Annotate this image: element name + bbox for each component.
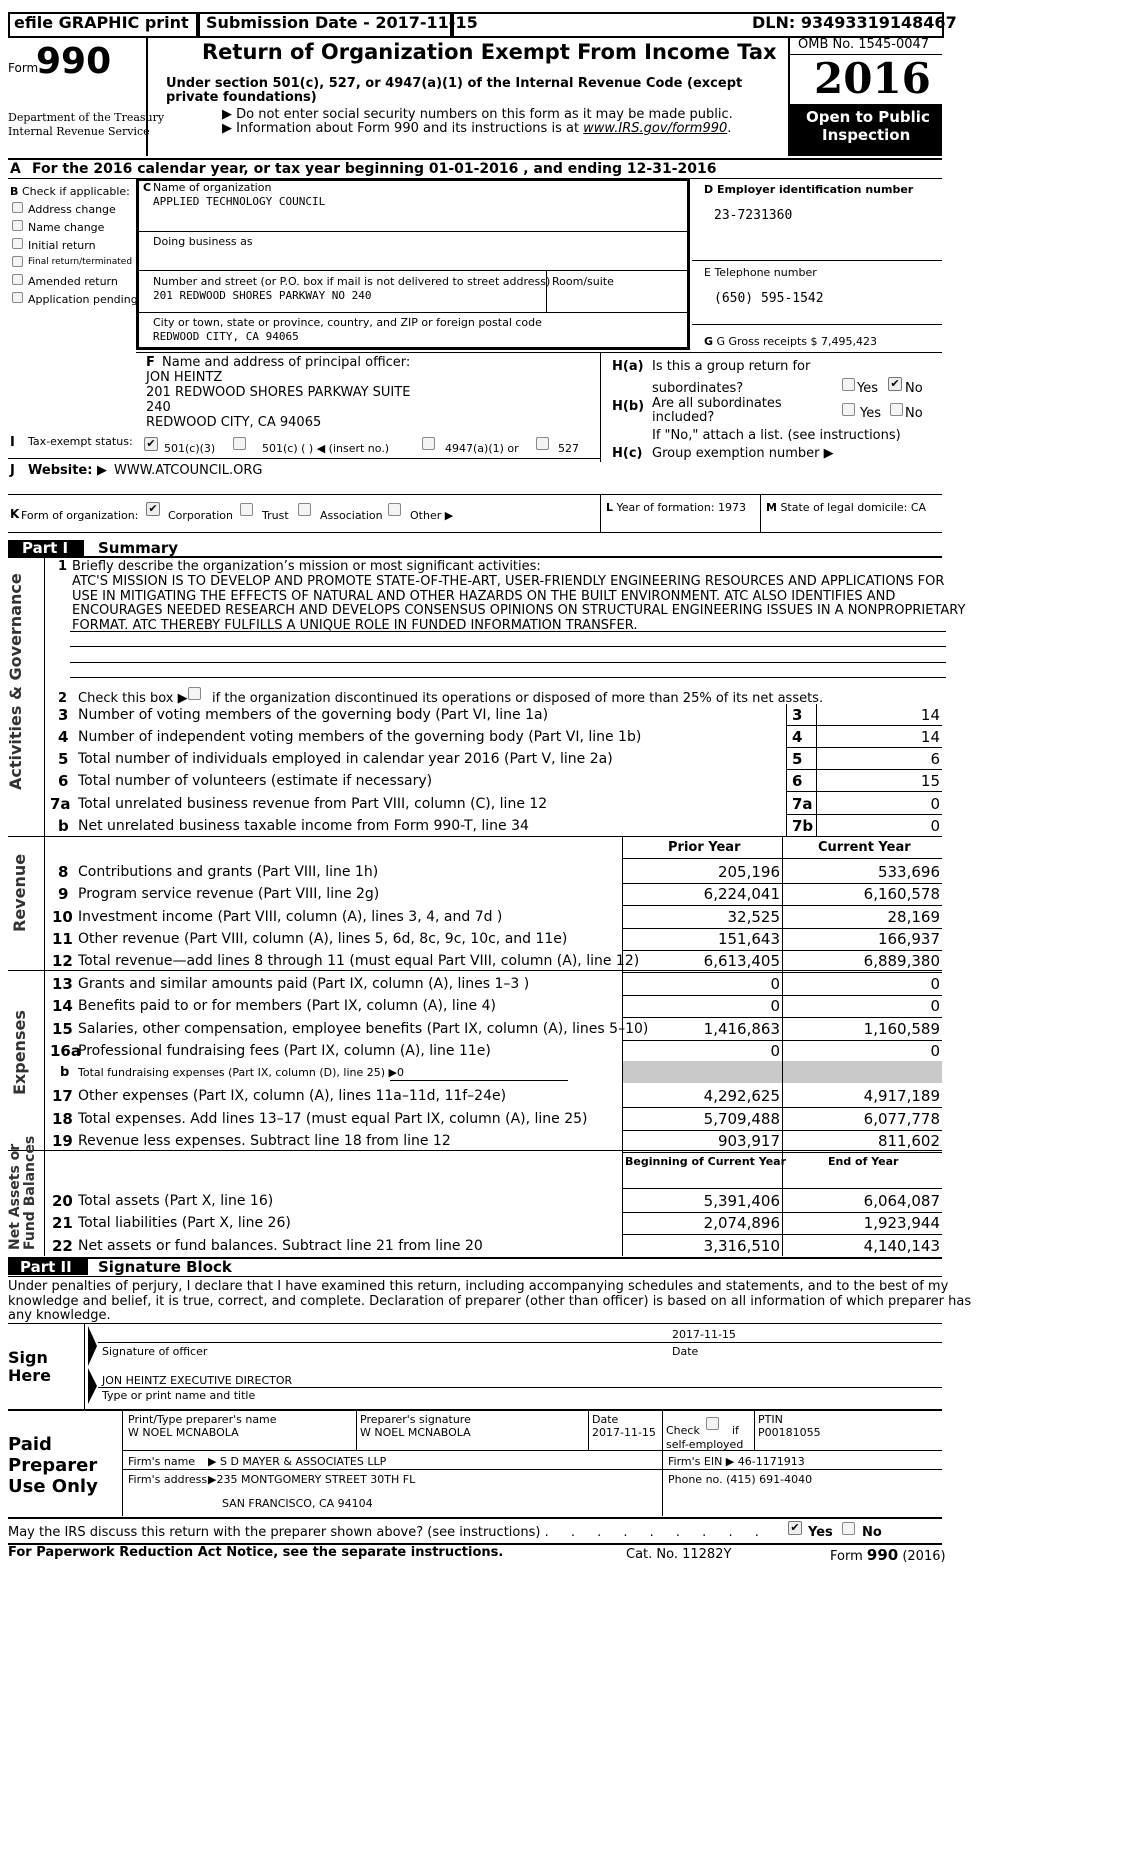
section-j-label: J bbox=[10, 463, 15, 478]
col-current-year: Current Year bbox=[818, 840, 911, 855]
org-name: APPLIED TECHNOLOGY COUNCIL bbox=[153, 195, 326, 208]
principal-officer-line: REDWOOD CITY, CA 94065 bbox=[146, 415, 322, 430]
tax-exempt-title: Tax-exempt status: bbox=[28, 435, 133, 448]
check-item-label: Address change bbox=[28, 203, 116, 216]
side-expenses: Expenses bbox=[10, 1010, 29, 1095]
form-word: Form bbox=[8, 61, 39, 75]
signature-date: 2017-11-15 bbox=[672, 1328, 736, 1341]
fin-line-text: Benefits paid to or for members (Part IX, column (A), line 4) bbox=[78, 998, 496, 1014]
preparer-signature-label: Preparer's signature bbox=[360, 1413, 471, 1426]
mission-line: FORMAT. ATC THEREBY FULFILLS A UNIQUE ROLE IN FUNDED INFORMATION TRANSFER. bbox=[72, 617, 638, 633]
ha-label: H(a) bbox=[612, 359, 644, 374]
501c3-label: 501(c)(3) bbox=[164, 442, 216, 455]
discuss-no-label: No bbox=[862, 1525, 882, 1540]
gov-line-number: 4 bbox=[58, 728, 69, 746]
check-name-change-checkbox[interactable] bbox=[12, 220, 23, 231]
info-note: ▶ Information about Form 990 and its instructions is at www.IRS.gov/form990. bbox=[222, 121, 732, 136]
fin-line-number: 12 bbox=[52, 952, 73, 970]
gov-line-text: Net unrelated business taxable income from Form 990-T, line 34 bbox=[78, 818, 529, 834]
ptin-value: P00181055 bbox=[758, 1426, 821, 1439]
gov-line-value: 14 bbox=[920, 706, 940, 724]
sign-arrow-2 bbox=[88, 1368, 97, 1404]
section-k-label: K bbox=[10, 507, 20, 521]
fin-prior-value: 205,196 bbox=[717, 863, 780, 881]
ssn-note: ▶ Do not enter social security numbers on this form as it may be made public. bbox=[222, 107, 733, 122]
ha-no-checkbox[interactable]: ✔ bbox=[888, 377, 902, 391]
principal-officer-line: JON HEINTZ bbox=[146, 370, 223, 385]
paid-preparer-2: Preparer bbox=[8, 1455, 98, 1476]
signature-date-label: Date bbox=[672, 1345, 699, 1358]
hb-yes-label: Yes bbox=[860, 406, 881, 421]
fin-prior-value: 3,316,510 bbox=[703, 1237, 780, 1255]
cat-number: Cat. No. 11282Y bbox=[626, 1547, 732, 1562]
principal-officer-line: 240 bbox=[146, 400, 171, 415]
fin-line-text: Investment income (Part VIII, column (A), lines 3, 4, and 7d ) bbox=[78, 909, 503, 925]
check-item-label: Application pending bbox=[28, 293, 138, 306]
city-label: City or town, state or province, country, and ZIP or foreign postal code bbox=[153, 316, 542, 329]
section-c-label: C bbox=[143, 181, 152, 194]
fin-line-text: Revenue less expenses. Subtract line 18 from line 12 bbox=[78, 1133, 451, 1149]
mission-line: USE IN MITIGATING THE EFFECTS OF NATURAL AND OTHER HAZARDS ON THE BUILT ENVIRONMENT. ATC ALSO IDENTIFIES AND bbox=[72, 588, 896, 604]
sign-arrow-1 bbox=[88, 1326, 97, 1366]
gov-line-text: Total number of individuals employed in calendar year 2016 (Part V, line 2a) bbox=[78, 751, 613, 767]
side-net-assets: Net Assets or Fund Balances bbox=[7, 1135, 38, 1250]
section-f-label: F bbox=[146, 355, 155, 370]
fin-line-text: Salaries, other compensation, employee benefits (Part IX, column (A), lines 5–10) bbox=[78, 1021, 649, 1037]
gov-line-box: 6 bbox=[792, 772, 803, 790]
fin-prior-value: 5,709,488 bbox=[703, 1110, 780, 1128]
open-public-line1: Open to Public bbox=[806, 108, 930, 126]
fin-line-number: 8 bbox=[58, 863, 69, 881]
fin-line-number: 15 bbox=[52, 1020, 73, 1038]
gov-line-text: Number of independent voting members of the governing body (Part VI, line 1b) bbox=[78, 729, 642, 745]
discuss-question: May the IRS discuss this return with the preparer shown above? (see instructions) . . . . . . . . . bbox=[8, 1525, 768, 1540]
submission-date: Submission Date - 2017-11-15 bbox=[206, 13, 478, 32]
corporation-checkbox[interactable]: ✔ bbox=[146, 502, 160, 516]
ha-text2: subordinates? bbox=[652, 381, 744, 396]
fin-line-text: Net assets or fund balances. Subtract line 21 from line 20 bbox=[78, 1238, 483, 1254]
check-applicable-title: Check if applicable: bbox=[22, 185, 130, 198]
legal-domicile: M State of legal domicile: CA bbox=[766, 501, 927, 514]
other-label: Other ▶ bbox=[410, 509, 454, 522]
firm-name: ▶ S D MAYER & ASSOCIATES LLP bbox=[208, 1455, 387, 1468]
phone-label: E Telephone number bbox=[704, 266, 817, 279]
tax-year: 2016 bbox=[814, 54, 931, 103]
line16b-text: Total fundraising expenses (Part IX, column (D), line 25) ▶0 bbox=[78, 1066, 404, 1079]
fin-line-number: 13 bbox=[52, 975, 73, 993]
pra-notice: For Paperwork Reduction Act Notice, see the separate instructions. bbox=[8, 1545, 504, 1560]
501c-checkbox[interactable] bbox=[233, 437, 246, 450]
501c-label: 501(c) ( ) ◀ (insert no.) bbox=[262, 442, 390, 455]
irs-link[interactable]: www.IRS.gov/form990 bbox=[583, 121, 728, 136]
hb-text2: included? bbox=[652, 410, 715, 425]
gov-line-box: 3 bbox=[792, 706, 803, 724]
gov-line-number: 7a bbox=[50, 795, 71, 813]
ptin-label: PTIN bbox=[758, 1413, 783, 1426]
ha-text1: Is this a group return for bbox=[652, 359, 811, 374]
sign-label-1: Sign bbox=[8, 1348, 48, 1367]
fin-line-text: Grants and similar amounts paid (Part IX, column (A), lines 1–3 ) bbox=[78, 976, 530, 992]
fin-current-value: 4,140,143 bbox=[863, 1237, 940, 1255]
dept-treasury: Department of the Treasury bbox=[8, 111, 165, 124]
fin-line-text: Total liabilities (Part X, line 26) bbox=[78, 1215, 291, 1231]
hb-no-checkbox[interactable] bbox=[890, 403, 903, 416]
fin-current-value: 1,160,589 bbox=[863, 1020, 940, 1038]
association-checkbox[interactable] bbox=[298, 503, 311, 516]
col-end-year: End of Year bbox=[828, 1155, 899, 1168]
ha-yes-label: Yes bbox=[857, 381, 878, 396]
gov-line-number: 5 bbox=[58, 750, 69, 768]
fin-current-value: 6,077,778 bbox=[863, 1110, 940, 1128]
fin-prior-value: 0 bbox=[770, 1042, 780, 1060]
check-address-change-checkbox[interactable] bbox=[12, 202, 23, 213]
line2-checkbox[interactable] bbox=[188, 687, 201, 700]
signature-officer-label: Signature of officer bbox=[102, 1345, 208, 1358]
line1-text: Briefly describe the organization’s mission or most significant activities: bbox=[72, 559, 541, 574]
perjury-statement-line: any knowledge. bbox=[8, 1308, 111, 1323]
fin-current-value: 28,169 bbox=[887, 908, 940, 926]
fin-prior-value: 0 bbox=[770, 997, 780, 1015]
year-formation: L Year of formation: 1973 bbox=[606, 501, 747, 514]
principal-officer-title: Name and address of principal officer: bbox=[162, 355, 411, 370]
trust-checkbox[interactable] bbox=[240, 503, 253, 516]
gov-line-box: 4 bbox=[792, 728, 803, 746]
fin-current-value: 811,602 bbox=[877, 1132, 940, 1150]
mission-line: ATC'S MISSION IS TO DEVELOP AND PROMOTE STATE-OF-THE-ART, USER-FRIENDLY ENGINEERING RESOURCES AND APPLICATIONS FOR bbox=[72, 574, 945, 589]
gov-line-value: 14 bbox=[920, 728, 940, 746]
other-checkbox[interactable] bbox=[388, 503, 401, 516]
self-employed-checkbox[interactable] bbox=[706, 1417, 719, 1430]
gov-line-box: 7a bbox=[792, 795, 813, 813]
preparer-name: W NOEL MCNABOLA bbox=[128, 1426, 239, 1439]
fin-prior-value: 5,391,406 bbox=[703, 1192, 780, 1210]
fin-prior-value: 0 bbox=[770, 975, 780, 993]
fin-line-number: 10 bbox=[52, 908, 73, 926]
check-item-label: Name change bbox=[28, 221, 105, 234]
fin-prior-value: 6,613,405 bbox=[703, 952, 780, 970]
ein-label: D Employer identification number bbox=[704, 183, 914, 196]
preparer-date: 2017-11-15 bbox=[592, 1426, 656, 1439]
check-initial-return-checkbox[interactable] bbox=[12, 238, 23, 249]
hb-note: If "No," attach a list. (see instructions) bbox=[652, 428, 901, 443]
fin-current-value: 0 bbox=[930, 975, 940, 993]
dba-label: Doing business as bbox=[153, 235, 253, 248]
col-prior-year: Prior Year bbox=[668, 840, 741, 855]
gov-line-number: b bbox=[58, 817, 69, 835]
check-amended-return-checkbox[interactable] bbox=[12, 274, 23, 285]
part1-title: Summary bbox=[98, 539, 179, 557]
gov-line-value: 6 bbox=[930, 750, 940, 768]
4947-label: 4947(a)(1) or bbox=[445, 442, 519, 455]
mission-line: ENCOURAGES NEEDED RESEARCH AND DEVELOPS CONSENSUS OPINIONS ON STRUCTURAL ENGINEERING ISSUES IN A NONPROPRIETARY bbox=[72, 603, 966, 619]
street-label: Number and street (or P.O. box if mail is not delivered to street address) bbox=[153, 275, 551, 288]
fin-line-text: Other expenses (Part IX, column (A), lines 11a–11d, 11f–24e) bbox=[78, 1088, 507, 1104]
part1-tag-text: Part I bbox=[22, 539, 69, 557]
dln-number: DLN: 93493319148467 bbox=[752, 13, 957, 32]
check-label: Check bbox=[666, 1424, 700, 1437]
side-activities-governance: Activities & Governance bbox=[6, 573, 25, 790]
principal-officer-line: 201 REDWOOD SHORES PARKWAY SUITE bbox=[146, 385, 411, 400]
preparer-signature: W NOEL MCNABOLA bbox=[360, 1426, 471, 1439]
fin-line-text: Other revenue (Part VIII, column (A), lines 5, 6d, 8c, 9c, 10c, and 11e) bbox=[78, 931, 568, 947]
fin-prior-value: 32,525 bbox=[727, 908, 780, 926]
hc-text: Group exemption number ▶ bbox=[652, 446, 834, 461]
501c3-checkbox[interactable]: ✔ bbox=[144, 437, 158, 451]
col-beginning-year: Beginning of Current Year bbox=[625, 1155, 787, 1168]
perjury-statement-line: Under penalties of perjury, I declare that I have examined this return, including accompanying schedules and statements, and to the best of my bbox=[8, 1279, 949, 1294]
fin-prior-value: 903,917 bbox=[717, 1132, 780, 1150]
line2-no: 2 bbox=[58, 691, 68, 706]
gov-line-text: Number of voting members of the governing body (Part VI, line 1a) bbox=[78, 707, 549, 723]
firm-name-label: Firm's name bbox=[128, 1455, 196, 1468]
irs-label: Internal Revenue Service bbox=[8, 125, 150, 138]
line1-no: 1 bbox=[58, 559, 68, 574]
fin-current-value: 6,064,087 bbox=[863, 1192, 940, 1210]
527-checkbox[interactable] bbox=[536, 437, 549, 450]
perjury-statement-line: knowledge and belief, it is true, correct, and complete. Declaration of preparer (other than officer) is based on all information of which preparer has bbox=[8, 1293, 972, 1309]
fin-line-number: 14 bbox=[52, 997, 73, 1015]
gross-receipts: G G Gross receipts $ 7,495,423 bbox=[704, 335, 877, 348]
tax-year-range: For the 2016 calendar year, or tax year beginning 01-01-2016 , and ending 12-31-2016 bbox=[32, 161, 717, 177]
sign-label-2: Here bbox=[8, 1366, 51, 1385]
firm-address-label: Firm's address bbox=[128, 1473, 208, 1486]
part2-title: Signature Block bbox=[98, 1258, 232, 1276]
check-final-return-terminated-checkbox[interactable] bbox=[12, 256, 23, 267]
gov-line-value: 0 bbox=[930, 817, 940, 835]
fin-prior-value: 6,224,041 bbox=[703, 885, 780, 903]
gov-line-text: Total unrelated business revenue from Part VIII, column (C), line 12 bbox=[78, 796, 548, 812]
firm-ein: Firm's EIN ▶ 46-1171913 bbox=[668, 1455, 805, 1468]
check-item-label: Initial return bbox=[28, 239, 96, 252]
form-of-org-title: Form of organization: bbox=[21, 509, 139, 522]
check-application-pending-checkbox[interactable] bbox=[12, 292, 23, 303]
fin-line-text: Contributions and grants (Part VIII, line 1h) bbox=[78, 864, 379, 880]
fin-line-number: 19 bbox=[52, 1132, 73, 1150]
association-label: Association bbox=[320, 509, 383, 522]
fin-prior-value: 151,643 bbox=[717, 930, 780, 948]
hc-label: H(c) bbox=[612, 446, 643, 461]
preparer-name-label: Print/Type preparer's name bbox=[128, 1413, 277, 1426]
gov-line-number: 6 bbox=[58, 772, 69, 790]
gov-line-number: 3 bbox=[58, 706, 69, 724]
fin-line-text: Professional fundraising fees (Part IX, column (A), line 11e) bbox=[78, 1043, 491, 1059]
line2-pre: Check this box ▶ bbox=[78, 691, 188, 706]
hb-text1: Are all subordinates bbox=[652, 396, 782, 411]
gov-line-box: 5 bbox=[792, 750, 803, 768]
if-label: if bbox=[732, 1424, 739, 1437]
gov-line-text: Total number of volunteers (estimate if necessary) bbox=[78, 773, 433, 789]
street-address: 201 REDWOOD SHORES PARKWAY NO 240 bbox=[153, 289, 372, 302]
open-public-line2: Inspection bbox=[822, 126, 911, 144]
footer-form: Form 990 (2016) bbox=[830, 1546, 946, 1564]
preparer-date-label: Date bbox=[592, 1413, 619, 1426]
fin-current-value: 533,696 bbox=[877, 863, 940, 881]
discuss-no-checkbox[interactable] bbox=[842, 1522, 855, 1535]
website-value[interactable]: WWW.ATCOUNCIL.ORG bbox=[114, 463, 263, 478]
fin-line-text: Total assets (Part X, line 16) bbox=[78, 1193, 274, 1209]
discuss-yes-checkbox[interactable]: ✔ bbox=[788, 1521, 802, 1535]
discuss-yes-label: Yes bbox=[808, 1525, 833, 1540]
fin-line-number: 11 bbox=[52, 930, 73, 948]
fin-prior-value: 4,292,625 bbox=[703, 1087, 780, 1105]
fin-current-value: 6,889,380 bbox=[863, 952, 940, 970]
fin-line-number: 16a bbox=[50, 1042, 81, 1060]
fin-current-value: 0 bbox=[930, 997, 940, 1015]
form-number: 990 bbox=[36, 41, 112, 82]
527-label: 527 bbox=[558, 442, 579, 455]
ein-value: 23-7231360 bbox=[714, 208, 793, 223]
officer-name-label: Type or print name and title bbox=[102, 1389, 256, 1402]
fin-prior-value: 2,074,896 bbox=[703, 1214, 780, 1232]
fin-line-number: 18 bbox=[52, 1110, 73, 1128]
side-revenue: Revenue bbox=[10, 853, 29, 932]
section-a-label: A bbox=[10, 161, 21, 177]
omb-number: OMB No. 1545-0047 bbox=[798, 37, 930, 52]
paid-preparer-3: Use Only bbox=[8, 1476, 98, 1497]
gov-line-value: 15 bbox=[920, 772, 940, 790]
fin-line-number: 17 bbox=[52, 1087, 73, 1105]
line2-post: if the organization discontinued its operations or disposed of more than 25% of its net assets. bbox=[212, 691, 824, 706]
corporation-label: Corporation bbox=[168, 509, 233, 522]
fin-current-value: 1,923,944 bbox=[863, 1214, 940, 1232]
phone-value: (650) 595-1542 bbox=[714, 291, 824, 306]
efile-text: efile GRAPHIC print bbox=[14, 13, 189, 32]
trust-label: Trust bbox=[262, 509, 289, 522]
check-item-label: Amended return bbox=[28, 275, 118, 288]
fin-current-value: 166,937 bbox=[877, 930, 940, 948]
fin-line-text: Total expenses. Add lines 13–17 (must equal Part IX, column (A), line 25) bbox=[78, 1111, 588, 1127]
firm-phone: Phone no. (415) 691-4040 bbox=[668, 1473, 813, 1486]
firm-address-1: ▶235 MONTGOMERY STREET 30TH FL bbox=[208, 1473, 416, 1486]
fin-line-number: 21 bbox=[52, 1214, 73, 1232]
org-name-label: Name of organization bbox=[153, 181, 272, 194]
check-item-label: Final return/terminated bbox=[28, 257, 133, 267]
room-suite-label: Room/suite bbox=[552, 275, 614, 288]
under-section: Under section 501(c), 527, or 4947(a)(1) of the Internal Revenue Code (except private foundations) bbox=[166, 76, 743, 105]
ha-no-label: No bbox=[905, 381, 923, 396]
gov-line-box: 7b bbox=[792, 817, 814, 835]
section-b-label: B bbox=[10, 185, 19, 198]
fin-line-number: 22 bbox=[52, 1237, 73, 1255]
gov-line-value: 0 bbox=[930, 795, 940, 813]
hb-no-label: No bbox=[905, 406, 923, 421]
fin-line-text: Program service revenue (Part VIII, line 2g) bbox=[78, 886, 380, 902]
ha-yes-checkbox[interactable] bbox=[842, 378, 855, 391]
fin-current-value: 4,917,189 bbox=[863, 1087, 940, 1105]
fin-line-text: Total revenue—add lines 8 through 11 (must equal Part VIII, column (A), line 12) bbox=[78, 953, 640, 969]
website-label: Website: ▶ bbox=[28, 463, 107, 478]
part2-tag-text: Part II bbox=[20, 1258, 72, 1276]
hb-yes-checkbox[interactable] bbox=[842, 403, 855, 416]
4947-checkbox[interactable] bbox=[422, 437, 435, 450]
section-i-label: I bbox=[10, 435, 15, 450]
fin-current-value: 0 bbox=[930, 1042, 940, 1060]
line16b-no: b bbox=[60, 1065, 70, 1080]
fin-line-number: 9 bbox=[58, 885, 69, 903]
self-employed-label: self-employed bbox=[666, 1438, 744, 1451]
fin-line-number: 20 bbox=[52, 1192, 73, 1210]
form-title: Return of Organization Exempt From Income Tax bbox=[202, 40, 777, 64]
officer-name-title: JON HEINTZ EXECUTIVE DIRECTOR bbox=[102, 1374, 293, 1387]
fin-prior-value: 1,416,863 bbox=[703, 1020, 780, 1038]
fin-current-value: 6,160,578 bbox=[863, 885, 940, 903]
city-address: REDWOOD CITY, CA 94065 bbox=[153, 330, 299, 343]
firm-address-2: SAN FRANCISCO, CA 94104 bbox=[222, 1497, 373, 1510]
hb-label: H(b) bbox=[612, 399, 645, 414]
paid-preparer-1: Paid bbox=[8, 1434, 52, 1455]
